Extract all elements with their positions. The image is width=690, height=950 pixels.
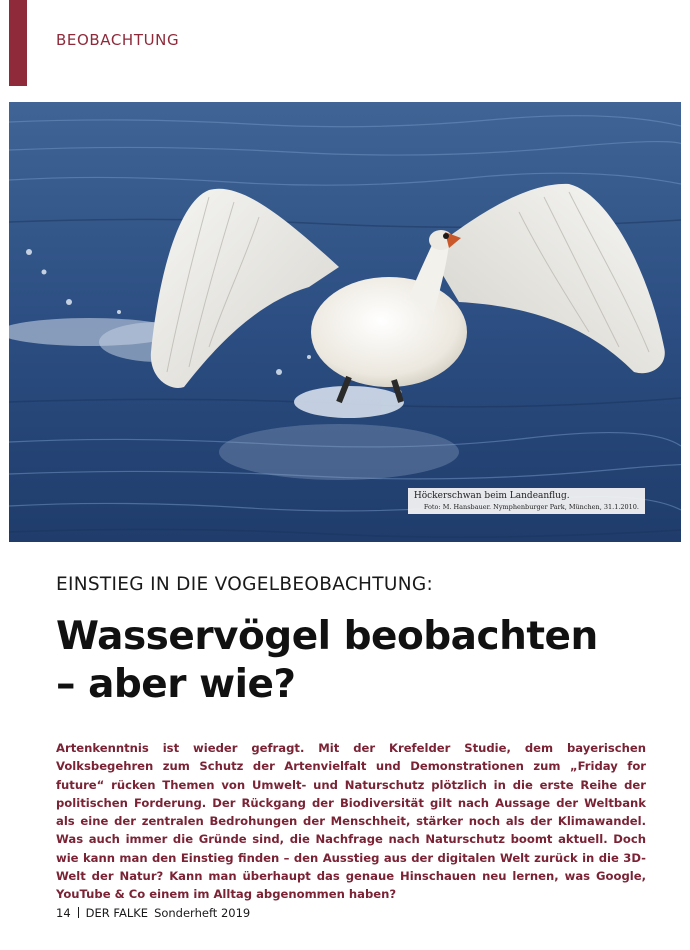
article-headline bbox=[56, 613, 656, 709]
article-lead: Artenkenntnis ist wieder gefragt. Mit der Krefelder Studie, dem bayerischen Volksbegehren zum Schutz der Artenvielfalt und Demonstrationen zum „Friday for future“ rücken Themen von Umwelt- und Naturschutz plötzlich in die erste Reihe der politischen Forderung. Der Rückgang der Biodiversität gilt nach Aussage der Weltbank als eine der zentralen Bedrohungen der Menschheit, stärker noch als der Klimawandel. Was auch immer die Gründe sind, die Nachfrage nach Naturschutz boomt aktuell. Doch wie kann man den Einstieg finden – den Ausstieg aus der digitalen Welt zurück in die 3D-Welt der Natur? Kann man überhaupt das genaue Hinschauen neu lernen, was Google, YouTube & Co einem im Alltag abgenommen haben? bbox=[56, 741, 646, 902]
page-number: 14 bbox=[56, 906, 71, 920]
publication-name: DER FALKE bbox=[85, 906, 149, 920]
issue-label: Sonderheft 2019 bbox=[154, 906, 251, 920]
headline-line-2: – aber wie? bbox=[56, 662, 296, 707]
page-footer bbox=[56, 906, 250, 920]
article-kicker: EINSTIEG IN DIE VOGELBEOBACHTUNG: bbox=[56, 574, 433, 595]
swan-illustration bbox=[9, 102, 681, 542]
swan-photo bbox=[9, 102, 681, 542]
caption-title: Höckerschwan beim Landeanflug. bbox=[413, 491, 570, 501]
section-label: BEOBACHTUNG bbox=[56, 31, 180, 49]
photo-caption bbox=[408, 488, 645, 514]
headline-line-1: Wasservögel beobachten bbox=[56, 614, 598, 659]
footer-separator bbox=[78, 907, 79, 918]
caption-credit: Foto: M. Hansbauer. Nymphenburger Park, München, 31.1.2010. bbox=[423, 503, 639, 511]
section-color-bar bbox=[9, 0, 27, 86]
